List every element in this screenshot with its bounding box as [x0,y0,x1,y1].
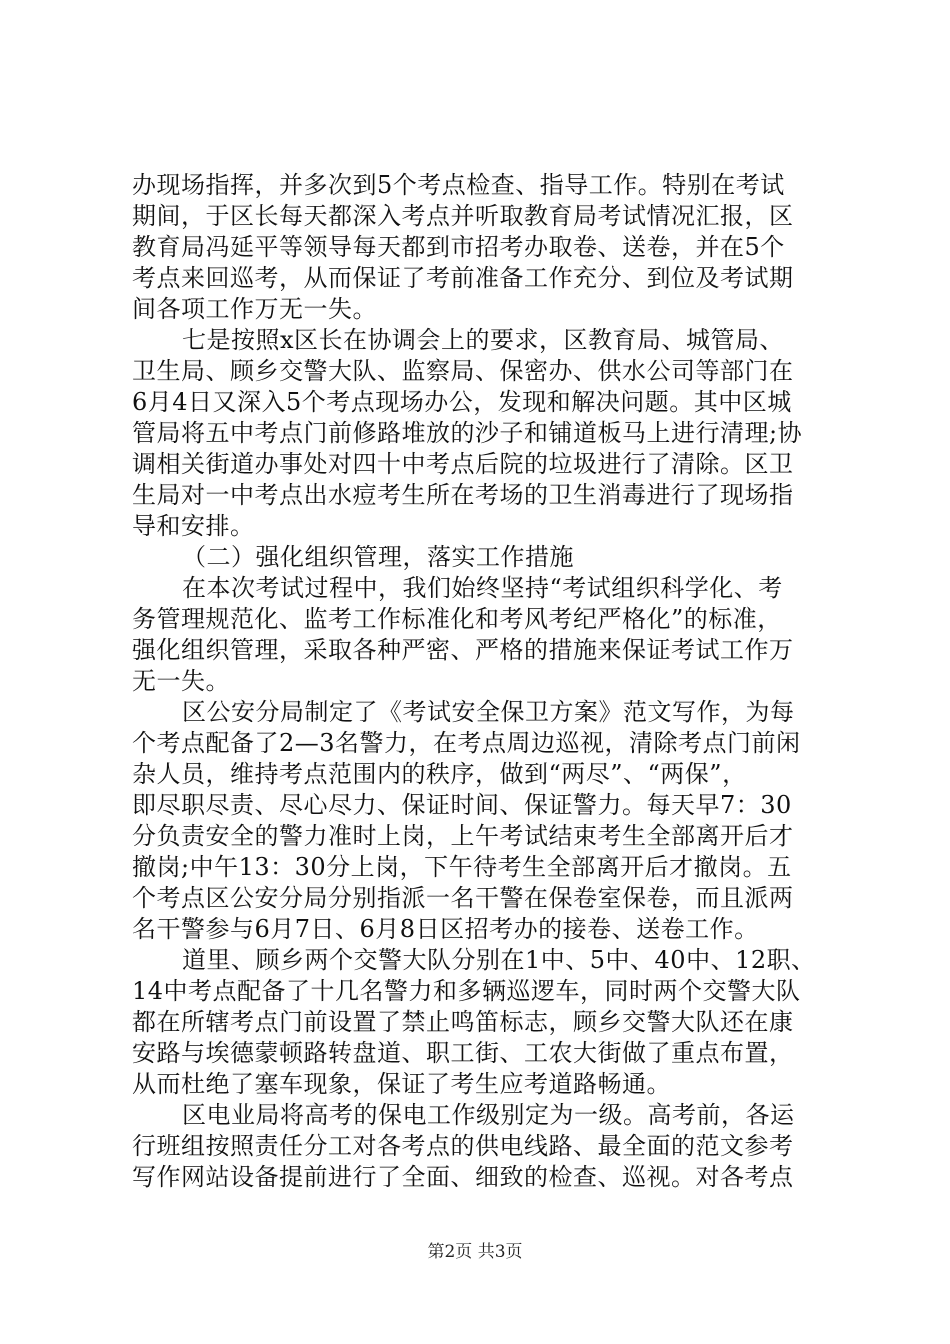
paragraph-start-line: 道里、顾乡两个交警大队分别在1中、5中、40中、12职、 [182,946,816,974]
text-line: 写作网站设备提前进行了全面、细致的检查、巡视。对各考点 [132,1163,794,1191]
text-line: 务管理规范化、监考工作标准化和考风考纪严格化”的标准， [132,605,782,633]
text-line: 个考点区公安分局分别指派一名干警在保卷室保卷，而且派两 [132,884,794,912]
paragraph-start-line: 区电业局将高考的保电工作级别定为一级。高考前，各运 [182,1101,795,1129]
text-line: 安路与埃德蒙顿路转盘道、职工街、工农大街做了重点布置， [132,1039,794,1067]
paragraph-start-line: 在本次考试过程中，我们始终坚持“考试组织科学化、考 [182,574,783,602]
text-line: 6月4日又深入5个考点现场办公，发现和解决问题。其中区城 [132,388,792,416]
text-line: 间各项工作万无一失。 [132,295,377,323]
page-number-footer: 第2页 共3页 [427,1242,523,1262]
text-line: 14中考点配备了十几名警力和多辆巡逻车，同时两个交警大队 [132,977,801,1005]
document-body [132,170,832,1193]
paragraph-start-line: 区公安分局制定了《考试安全保卫方案》范文写作，为每 [182,698,795,726]
text-line: 生局对一中考点出水痘考生所在考场的卫生消毒进行了现场指 [132,481,794,509]
text-line: 行班组按照责任分工对各考点的供电线路、最全面的范文参考 [132,1132,794,1160]
text-line: 导和安排。 [132,512,255,540]
text-line: 杂人员，维持考点范围内的秩序，做到“两尽”、“两保”， [132,760,747,788]
text-line: 卫生局、顾乡交警大队、监察局、保密办、供水公司等部门在 [132,357,794,385]
paragraph-start-line: 七是按照x区长在协调会上的要求，区教育局、城管局、 [182,326,785,354]
text-line: 分负责安全的警力准时上岗，上午考试结束考生全部离开后才 [132,822,794,850]
text-line: 都在所辖考点门前设置了禁止鸣笛标志，顾乡交警大队还在康 [132,1008,794,1036]
text-line: 调相关街道办事处对四十中考点后院的垃圾进行了清除。区卫 [132,450,794,478]
text-line: 无一失。 [132,667,230,695]
text-line: 即尽职尽责、尽心尽力、保证时间、保证警力。每天早7：30 [132,791,792,819]
text-line: 强化组织管理，采取各种严密、严格的措施来保证考试工作万 [132,636,794,664]
text-line: 教育局冯延平等领导每天都到市招考办取卷、送卷，并在5个 [132,233,785,261]
text-line: 撤岗;中午13：30分上岗，下午待考生全部离开后才撤岗。五 [132,853,792,881]
text-line: 办现场指挥，并多次到5个考点检查、指导工作。特别在考试 [132,171,785,199]
text-line: 从而杜绝了塞车现象，保证了考生应考道路畅通。 [132,1070,671,1098]
text-line: 期间，于区长每天都深入考点并听取教育局考试情况汇报，区 [132,202,794,230]
text-line: 管局将五中考点门前修路堆放的沙子和铺道板马上进行清理;协 [132,419,803,447]
text-line: 名干警参与6月7日、6月8日区招考办的接卷、送卷工作。 [132,915,759,943]
text-line: 考点来回巡考，从而保证了考前准备工作充分、到位及考试期 [132,264,794,292]
text-line: 个考点配备了2—3名警力，在考点周边巡视，清除考点门前闲 [132,729,801,757]
section-heading: （二）强化组织管理，落实工作措施 [182,543,574,571]
